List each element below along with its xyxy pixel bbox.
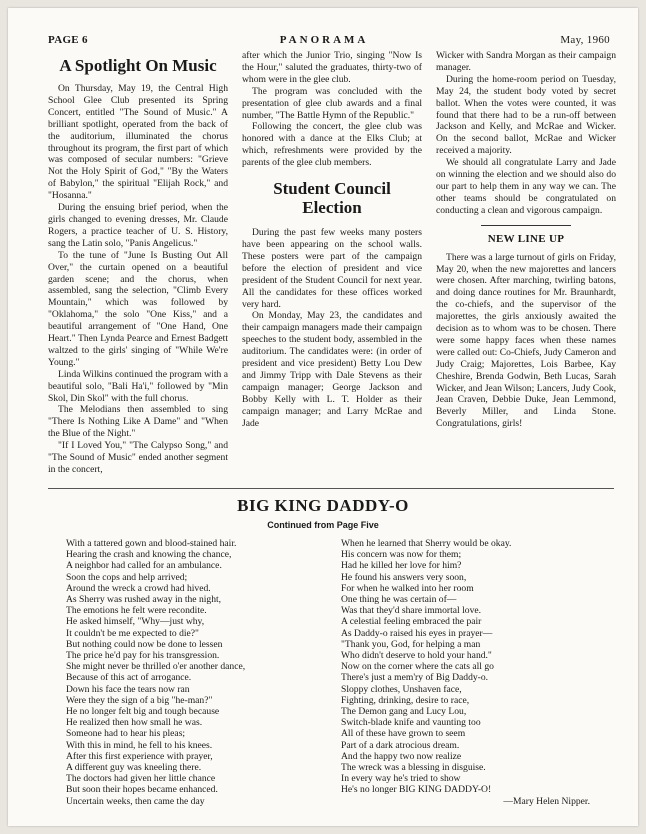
poem-line: Who didn't deserve to hold your hand." — [341, 650, 492, 662]
horizontal-divider — [48, 488, 614, 489]
poem-line: In every way he's tried to show — [341, 773, 461, 785]
article-paragraph: We should all congratulate Larry and Jade on winning the election and we should also do our part to help them in any way we can. The other teams should be congratulated on conducting a clean and vigorous campaign. — [436, 157, 616, 216]
poem-line: For when he walked into her room — [341, 582, 474, 594]
page-header — [48, 34, 610, 46]
poem-line: Down his face the tears now ran — [66, 683, 190, 695]
poem-line: Switch-blade knife and vaunting too — [341, 717, 481, 729]
article-paragraph: During the past few weeks many posters have been appearing on the school walls. These posters were part of the campaign before the election of president and vice president of the Student Council for next year. All the candidates for these offices worked very hard. — [242, 227, 422, 310]
poem-line: Because of this act of arrogance. — [66, 672, 192, 684]
poem-author: —Mary Helen Nipper. — [503, 795, 590, 807]
poem-line: She might never be thrilled o'er another dance, — [66, 661, 246, 673]
poem-line: The Demon gang and Lucy Lou, — [341, 706, 467, 718]
poem-line: A different guy was kneeling there. — [66, 762, 202, 774]
article-paragraph: There was a large turnout of girls on Friday, May 20, when the new majorettes and lancers were chosen. After marching, twirling batons, and doing dance routines for Mr. Braunhardt, the co-chiefs, and the supervisor of the majorettes, the girls anxiously awaited the decision as to whom was to be chosen. There were some happy faces when these names were called out: Co-Chiefs, Judy Cameron and Judy Craig; Majorettes, Lois Barbee, Kay Cheshire, Brenda Godwin, Beth Lucas, Sarah Wicker, and Jean Wilson; Lancers, Judy Cook, Jean Craven, Debbie Duke, Jean Lemmond, Beverly Miller, and Linda Stone. Congratulations, girls! — [436, 251, 616, 430]
poem-line: But soon their hopes became enhanced. — [66, 784, 218, 796]
poem-line: The price he'd pay for his transgression. — [66, 650, 220, 662]
newspaper-title: PANORAMA — [279, 34, 369, 46]
poem-line: "Thank you, God, for helping a man — [341, 638, 481, 650]
poem-line: He no longer felt big and tough because — [66, 706, 220, 718]
poem-line: Was that they'd share immortal love. — [341, 605, 482, 617]
poem-line: Uncertain weeks, then came the day — [66, 795, 205, 807]
article-paragraph: To the tune of "June Is Busting Out All Over," the curtain opened on a beautiful garden scene; and the chorus, when assembled, sang the selection, "Climb Every Mountain," which was followed by "Oklahoma," the solo "One Kiss," and a beautiful arrangement of "One Hand, One Heart." Then Lynda Pearce and Ernest Badgett waltzed to the girls' singing of "While We're Young." — [48, 249, 228, 368]
column-3 — [436, 50, 616, 482]
column-2 — [242, 50, 422, 482]
article-paragraph: Linda Wilkins continued the program with a beautiful solo, "Bali Ha'i," followed by "Min Skol, Din Skol" with the full chorus. — [48, 368, 228, 404]
poem-line: The wreck was a blessing in disguise. — [341, 762, 486, 774]
article-paragraph: The Melodians then assembled to sing "There Is Nothing Like A Dame" and "When the Blue of the Night." — [48, 404, 228, 440]
poem-left-column — [66, 538, 331, 807]
article-paragraph: On Thursday, May 19, the Central High School Glee Club presented its Spring Concert, entitled "The Sound of Music." A brilliant spotlight, operated from the back of the auditorium, illuminated the chorus throughout its program, the first part of which was composed of secular numbers: "Grieve Not the Holy Spirit of God," "By the Waters of Babylon," the spiritual "Elijah Rock," and "Hosanna." — [48, 83, 228, 202]
poem-line: It couldn't be me expected to die?" — [66, 627, 199, 639]
poem-line: Fighting, drinking, desire to race, — [341, 694, 470, 706]
article-paragraph: Wicker with Sandra Morgan as their campaign manager. — [436, 50, 616, 73]
page-number: PAGE 6 — [48, 34, 88, 46]
article-paragraph: During the ensuing brief period, when the girls changed to evening dresses, Mr. Claude Rogers, a practice teacher of U. S. History, sang the Latin solo, "Panis Angelicus." — [48, 202, 228, 249]
poem-line: But nothing could now be done to lessen — [66, 638, 223, 650]
article-paragraph: During the home-room period on Tuesday, May 24, the student body voted by secret ballot. When the votes were counted, it was found that there had to be a run-off between Jackson and Kelly, and McRae and Wicker. On the second ballot, McRae and Wicker received a majority. — [436, 73, 616, 157]
poem-line: There's just a mem'ry of Big Daddy-o. — [341, 672, 489, 684]
poem-line: As Sherry was rushed away in the night, — [66, 594, 222, 606]
article-paragraph: The program was concluded with the presentation of glee club awards and a final number, "The Battle Hymn of the Republic." — [242, 85, 422, 121]
poem-line: He asked himself, "Why—just why, — [66, 616, 205, 628]
poem-line: Had he killed her love for him? — [341, 560, 462, 572]
poem-line: Soon the cops and help arrived; — [66, 571, 188, 583]
article-paragraph: "If I Loved You," "The Calypso Song," and "The Sound of Music" ended another segment in the concert, — [48, 440, 228, 475]
section-rule — [481, 225, 571, 226]
poem-line: And the happy two now realize — [341, 750, 462, 762]
poem-body — [66, 538, 606, 807]
poem-continuation-note: Continued from Page Five — [267, 520, 379, 530]
poem-line: Hearing the crash and knowing the chance, — [66, 549, 232, 561]
poem-line: Were they the sign of a big "he-man?" — [66, 694, 213, 706]
poem-line: Now on the corner where the cats all go — [341, 661, 494, 673]
poem-line: All of these have grown to seem — [341, 728, 466, 740]
poem-line: A celestial feeling embraced the pair — [341, 616, 482, 628]
poem-line: The doctors had given her little chance — [66, 773, 216, 785]
poem-line: He found his answers very soon, — [341, 571, 467, 583]
poem-line: His concern was now for them; — [341, 549, 462, 561]
poem-right-column — [341, 538, 606, 807]
poem-line: One thing he was certain of— — [341, 594, 457, 606]
poem-line: He realized then how small he was. — [66, 717, 203, 729]
poem-line: With a tattered gown and blood-stained hair. — [66, 538, 237, 549]
spotlight-headline: A Spotlight On Music — [59, 56, 217, 75]
poem-line: With this in mind, he fell to his knees. — [66, 739, 213, 751]
column-1 — [48, 50, 228, 482]
article-paragraph: On Monday, May 23, the candidates and their campaign managers made their campaign speeches to the student body, assembled in the auditorium. The candidates were: (in order of president and vice president) Betty Lou Dew and Jimmy Tripp with Dale Stevens as their campaign manager; George Jackson and Bobby Kelly with L. T. Holder as their campaign manager; and Larry McRae and Jade — [242, 310, 422, 429]
new-line-up-headline: NEW LINE UP — [487, 232, 565, 245]
poem-line: As Daddy-o raised his eyes in prayer— — [341, 627, 493, 639]
poem-line: Around the wreck a crowd had hived. — [66, 582, 211, 594]
poem-line: When he learned that Sherry would be okay. — [341, 538, 512, 549]
issue-date: May, 1960 — [560, 34, 610, 46]
poem-line: Someone had to hear his pleas; — [66, 728, 186, 740]
article-paragraph: Following the concert, the glee club was honored with a dance at the Elks Club; at which, refreshments were provided by the parents of the glee club members. — [242, 121, 422, 169]
newspaper-page — [8, 8, 638, 826]
article-columns — [48, 50, 618, 482]
poem-line: He's no longer BIG KING DADDY-O! — [341, 784, 492, 796]
poem-line: Part of a dark atrocious dream. — [341, 739, 460, 751]
poem-line: Sloppy clothes, Unshaven face, — [341, 683, 462, 695]
election-headline: Student Council Election — [273, 179, 391, 218]
article-paragraph: after which the Junior Trio, singing "Now Is the Hour," saluted the graduates, thirty-two of whom were in the glee club. — [242, 50, 422, 85]
poem-line: A neighbor had called for an ambulance. — [66, 560, 222, 572]
poem-line: After this first experience with prayer, — [66, 750, 213, 762]
poem-line: The emotions he felt were recondite. — [66, 605, 207, 617]
poem-title: BIG KING DADDY-O — [237, 496, 409, 515]
